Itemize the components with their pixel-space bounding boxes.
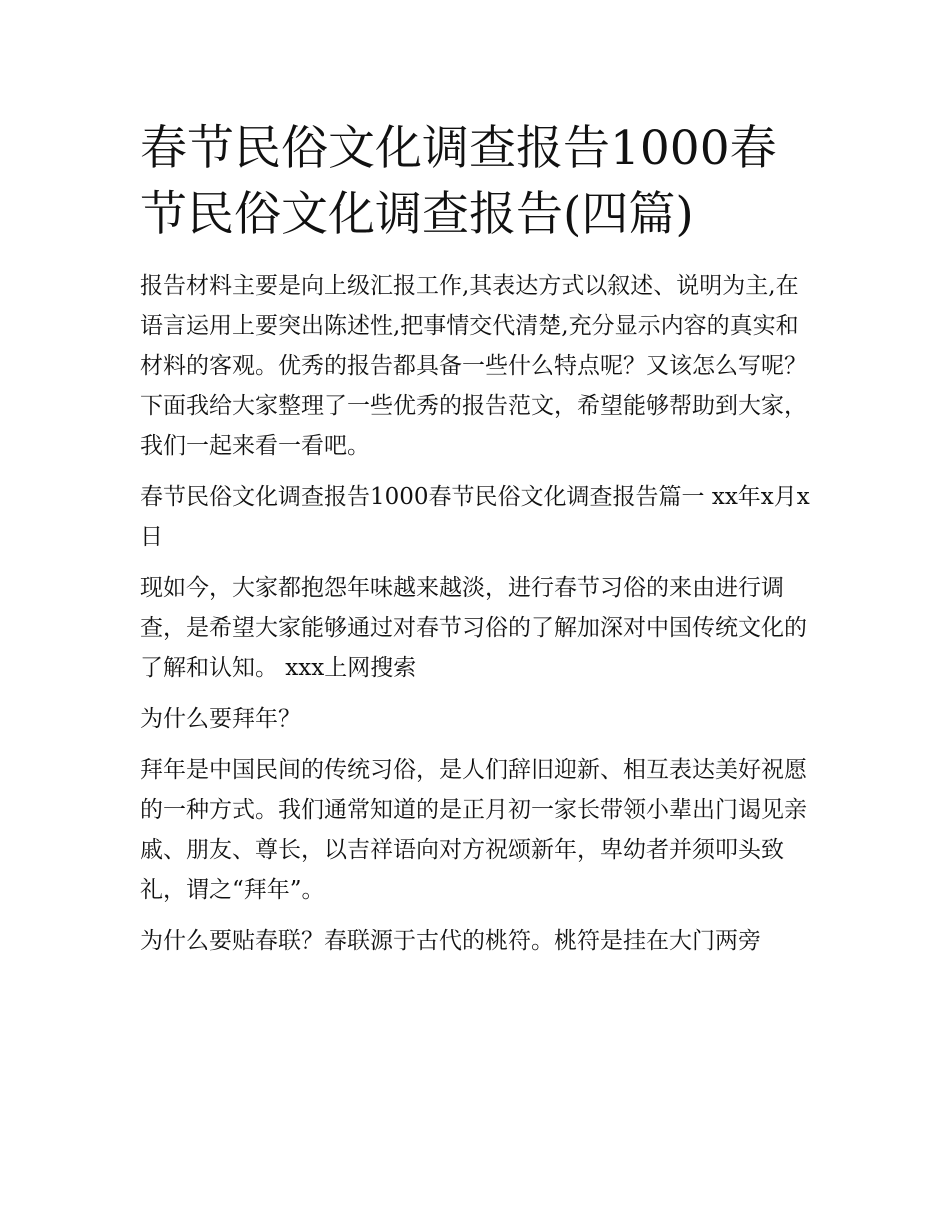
spring-couplets-paragraph: 为什么要贴春联？春联源于古代的桃符。桃符是挂在大门两旁: [140, 928, 761, 954]
document-body: [140, 116, 816, 961]
background-paragraph: 现如今，大家都抱怨年味越来越淡，进行春节习俗的来由进行调查，是希望大家能够通过对春节习俗的了解加深对中国传统文化的了解和认知。 xxx上网搜索: [140, 575, 807, 681]
document-title: 春节民俗文化调查报告1000春节民俗文化调查报告(四篇): [140, 121, 777, 242]
new-year-greeting-paragraph: 拜年是中国民间的传统习俗，是人们辞旧迎新、相互表达美好祝愿的一种方式。我们通常知道的是正月初一家长带领小辈出门谒见亲戚、朋友、尊长，以吉祥语向对方祝颂新年，卑幼者并须叩头致礼，谓之“拜年”。: [140, 757, 807, 903]
question-paragraph: 为什么要拜年？: [140, 706, 301, 732]
intro-paragraph: 报告材料主要是向上级汇报工作,其表达方式以叙述、说明为主,在语言运用上要突出陈述性,把事情交代清楚,充分显示内容的真实和材料的客观。优秀的报告都具备一些什么特点呢？又该怎么写呢？下面我给大家整理了一些优秀的报告范文，希望能够帮助到大家，我们一起来看一看吧。: [140, 273, 807, 459]
section-heading-paragraph: 春节民俗文化调查报告1000春节民俗文化调查报告篇一 xx年x月x日: [140, 484, 810, 550]
